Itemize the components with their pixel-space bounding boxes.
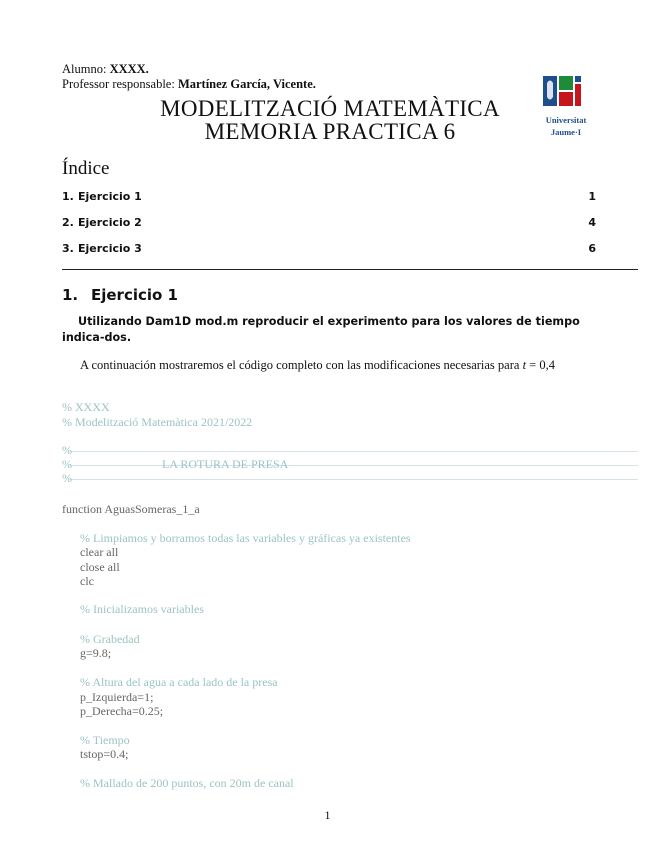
code-line: g=9.8; <box>80 646 112 660</box>
index-heading: Índice <box>62 158 110 179</box>
code-comment: % <box>62 471 72 485</box>
code-comment: % <box>62 443 72 457</box>
intro-paragraph <box>80 358 555 373</box>
student-line <box>62 62 149 77</box>
code-line: clc <box>80 574 94 588</box>
code-comment: % XXXX <box>62 400 110 414</box>
code-rule <box>70 451 638 452</box>
page-number: 1 <box>324 808 331 822</box>
toc-entry[interactable] <box>62 216 596 229</box>
toc-page: 1 <box>588 190 596 203</box>
university-logo <box>535 73 597 141</box>
code-comment: % Limpiamos y borramos todas las variables y gráficas ya existentes <box>80 531 411 545</box>
professor-label: Professor responsable: <box>62 77 175 91</box>
section-title-text: Ejercicio 1 <box>91 286 178 304</box>
toc-entry[interactable] <box>62 190 596 203</box>
toc-page: 4 <box>588 216 596 229</box>
toc-num: 1. <box>62 190 74 203</box>
logo-text-line1: Universitat <box>545 115 587 125</box>
code-rule <box>70 479 638 480</box>
professor-name: Martínez García, Vicente. <box>177 77 316 91</box>
section-number: 1. <box>62 286 79 304</box>
divider <box>62 269 638 270</box>
code-comment: % Inicializamos variables <box>80 602 204 616</box>
code-comment-prefix: % <box>62 457 72 471</box>
professor-line <box>62 77 316 92</box>
student-label: Alumno: <box>62 62 107 76</box>
intro-text: A continuación mostraremos el código completo con las modificaciones necesarias para <box>80 358 520 372</box>
toc-label: Ejercicio 2 <box>78 216 142 229</box>
document-title-line2: MEMORIA PRACTICA 6 <box>204 119 456 144</box>
code-line: close all <box>80 560 120 574</box>
code-line: tstop=0.4; <box>80 747 129 761</box>
code-banner-title: LA ROTURA DE PRESA <box>162 457 289 471</box>
task-statement: Utilizando Dam1D mod.m reproducir el experimento para los valores de tiempo indica-dos. <box>62 315 580 344</box>
code-line: clear all <box>80 545 119 559</box>
code-comment: % Tiempo <box>80 733 130 747</box>
document-title-line1: MODELITZACIÓ MATEMÀTICA <box>160 96 500 121</box>
intro-value: = 0,4 <box>529 358 555 372</box>
toc-num: 3. <box>62 242 74 255</box>
toc-label: Ejercicio 3 <box>78 242 142 255</box>
code-function: function AguasSomeras_1_a <box>62 502 200 516</box>
code-comment: % Altura del agua a cada lado de la presa <box>80 675 278 689</box>
code-comment: % Mallado de 200 puntos, con 20m de canal <box>80 776 294 790</box>
code-comment: % Modelització Matemàtica 2021/2022 <box>62 415 253 429</box>
student-name: XXXX. <box>109 62 149 76</box>
toc-num: 2. <box>62 216 74 229</box>
logo-text-line2: Jaume·I <box>550 127 582 137</box>
code-line: p_Izquierda=1; <box>80 690 154 704</box>
code-line: p_Derecha=0.25; <box>80 704 164 718</box>
intro-variable: t <box>522 358 527 372</box>
toc-entry[interactable] <box>62 242 596 255</box>
code-comment <box>62 457 288 471</box>
toc-page: 6 <box>588 242 596 255</box>
toc-label: Ejercicio 1 <box>78 190 142 203</box>
code-comment: % Grabedad <box>80 632 140 646</box>
section-title <box>62 286 178 304</box>
